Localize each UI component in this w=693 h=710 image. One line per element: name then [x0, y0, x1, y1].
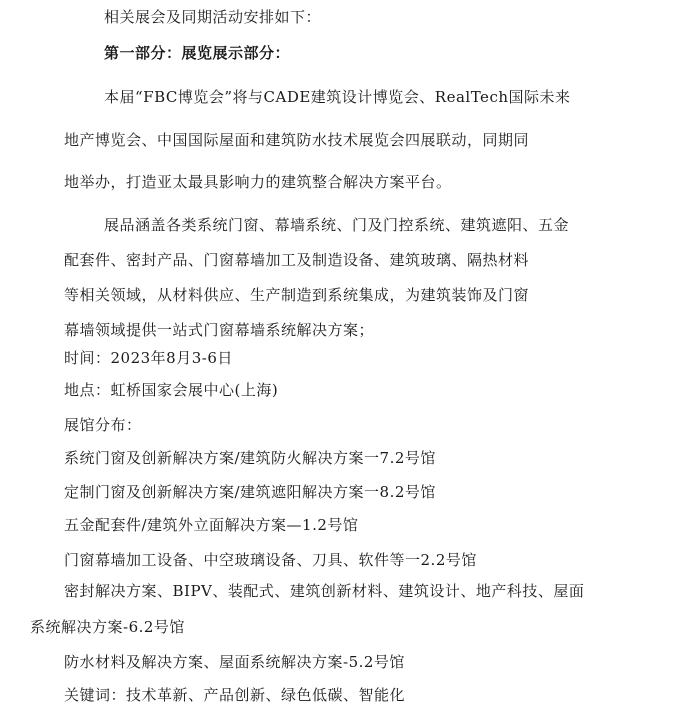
halls-heading: 展馆分布： — [64, 416, 142, 434]
location-line: 地点：虹桥国家会展中心(上海) — [64, 381, 279, 399]
para2-line-4: 幕墙领域提供一站式门窗幕墙系统解决方案； — [64, 321, 375, 339]
hall-line-3: 五金配套件/建筑外立面解决方案—1.2号馆 — [64, 516, 359, 534]
keywords-line: 关键词：技术革新、产品创新、绿色低碳、智能化 — [64, 686, 406, 704]
hall-line-7: 防水材料及解决方案、屋面系统解决方案-5.2号馆 — [64, 653, 405, 671]
intro-line: 相关展会及同期活动安排如下： — [104, 8, 322, 26]
para1-line-2: 地产博览会、中国国际屋面和建筑防水技术展览会四展联动，同期同 — [64, 131, 530, 149]
para2-line-1: 展品涵盖各类系统门窗、幕墙系统、门及门控系统、建筑遮阳、五金 — [104, 216, 570, 234]
para2-line-2: 配套件、密封产品、门窗幕墙加工及制造设备、建筑玻璃、隔热材料 — [64, 251, 530, 269]
hall-line-6: 系统解决方案-6.2号馆 — [30, 618, 185, 636]
hall-line-4: 门窗幕墙加工设备、中空玻璃设备、刀具、软件等一2.2号馆 — [64, 551, 477, 569]
time-line: 时间：2023年8月3-6日 — [64, 349, 233, 367]
hall-line-1: 系统门窗及创新解决方案/建筑防火解决方案一7.2号馆 — [64, 449, 436, 467]
part1-heading: 第一部分：展览展示部分： — [104, 44, 291, 62]
para2-line-3: 等相关领域，从材料供应、生产制造到系统集成，为建筑装饰及门窗 — [64, 286, 530, 304]
hall-line-5: 密封解决方案、BIPV、装配式、建筑创新材料、建筑设计、地产科技、屋面 — [64, 582, 585, 600]
hall-line-2: 定制门窗及创新解决方案/建筑遮阳解决方案一8.2号馆 — [64, 483, 436, 501]
para1-line-3: 地举办，打造亚太最具影响力的建筑整合解决方案平台。 — [64, 173, 452, 191]
para1-line-1: 本届“FBC博览会”将与CADE建筑设计博览会、RealTech国际未来 — [104, 88, 571, 106]
